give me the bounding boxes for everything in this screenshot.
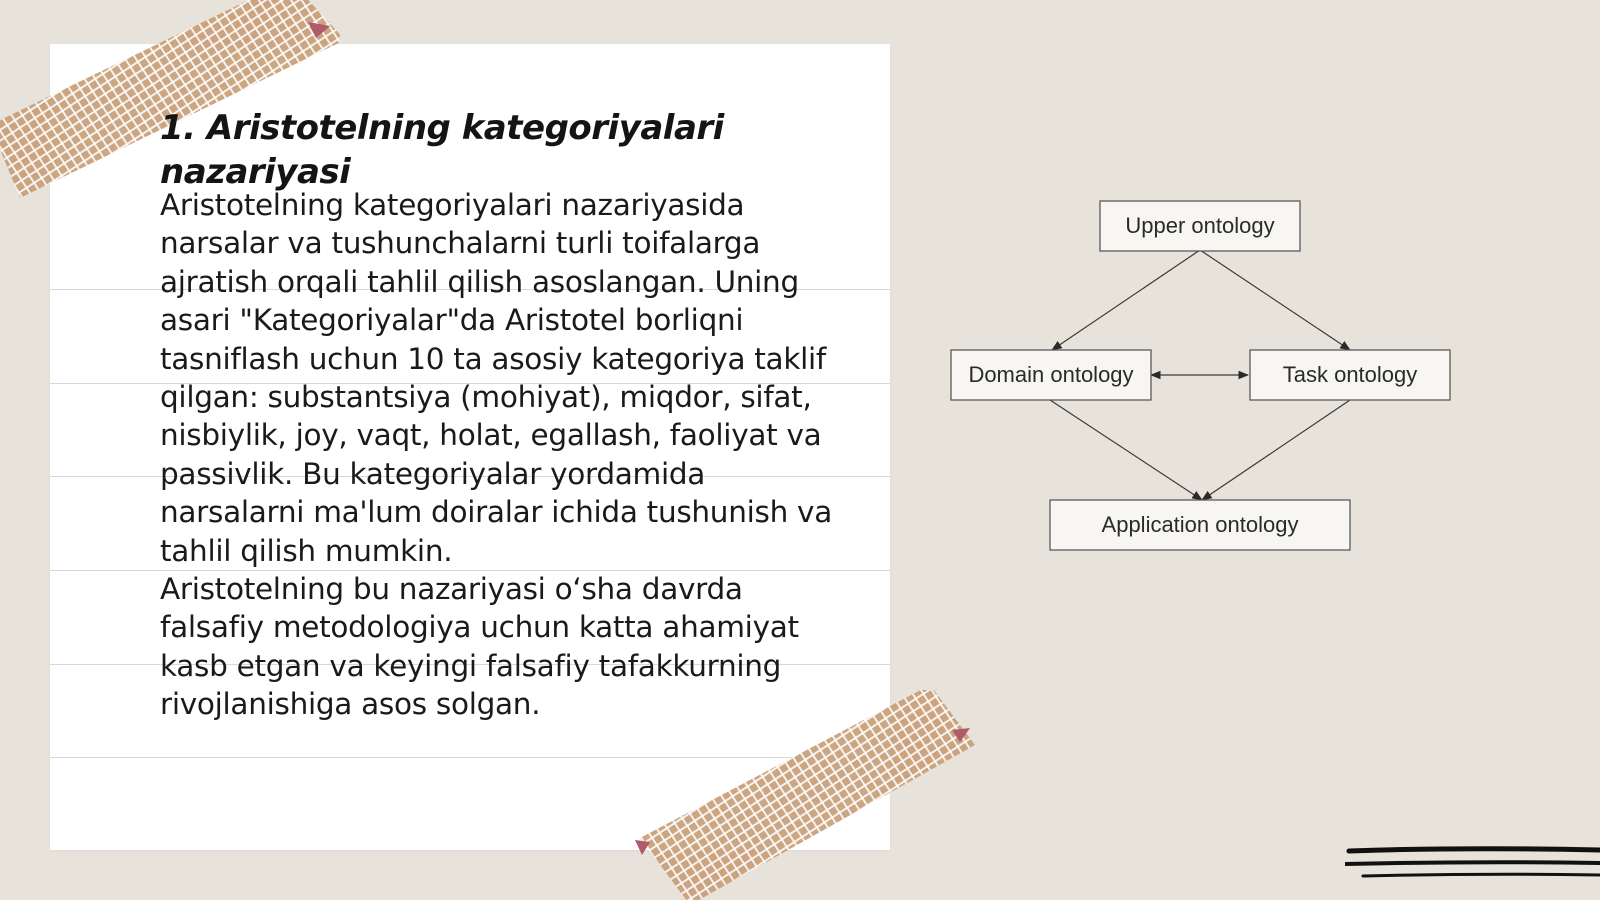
ontology-diagram <box>940 190 1460 560</box>
washi-tape-bottom-right <box>630 690 990 900</box>
node-task-ontology <box>1250 350 1450 400</box>
paragraph: Aristotelning bu nazariyasi o‘sha davrda falsafiy metodologiya uchun katta ahamiyat kasb etgan va keyingi falsafiy tafakkurning rivojlanishiga asos solgan. <box>160 572 799 722</box>
edge-upper-to-domain <box>1052 250 1200 350</box>
slide-title: 1. Aristotelning kategoriyalari nazariyasi <box>160 108 724 192</box>
body-text <box>160 186 835 724</box>
node-label: Task ontology <box>1282 361 1418 387</box>
node-label: Upper ontology <box>1125 212 1275 238</box>
node-label: Domain ontology <box>968 361 1134 387</box>
node-domain-ontology <box>951 350 1151 400</box>
node-label: Application ontology <box>1101 511 1299 537</box>
edge-task-to-application <box>1202 400 1350 500</box>
edge-upper-to-task <box>1200 250 1350 350</box>
brush-stroke-decoration <box>1345 845 1600 890</box>
paragraph: Aristotelning kategoriyalari nazariyasida narsalar va tushunchalarni turli toifalarga ajratish orqali tahlil qilish asoslangan. Uning asari "Kategoriyalar"da Aristotel borliqni tasniflash uchun 10 ta asosiy kategoriya taklif qilgan: substantsiya (mohiyat), miqdor, sifat, nisbiylik, joy, vaqt, holat, egallash, faoliyat va passivlik. Bu kategoriyalar yordamida narsalarni ma'lum doiralar ichida tushunish va tahlil qilish mumkin. <box>160 188 832 568</box>
edge-domain-to-application <box>1050 400 1202 500</box>
node-application-ontology <box>1050 500 1350 550</box>
node-upper-ontology <box>1100 201 1300 251</box>
